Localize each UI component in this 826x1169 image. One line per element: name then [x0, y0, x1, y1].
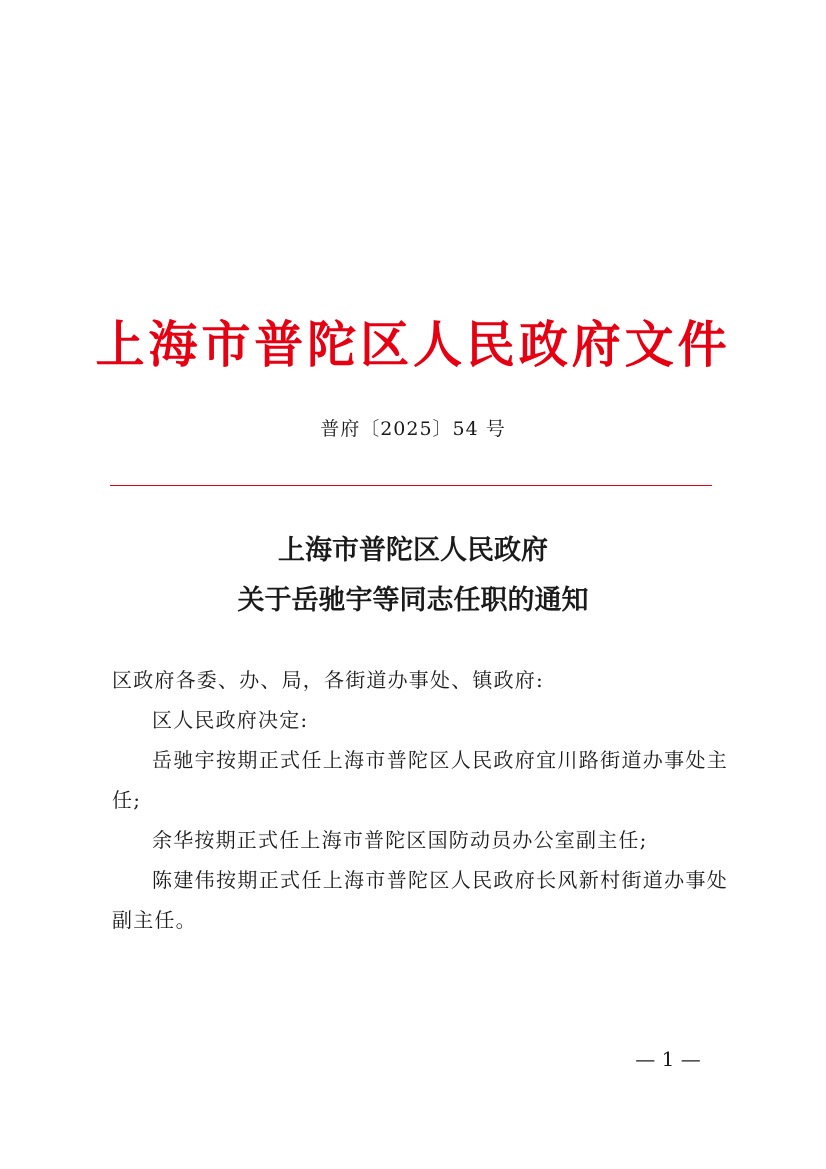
body-paragraph: 陈建伟按期正式任上海市普陀区人民政府长风新村街道办事处副主任。: [112, 868, 728, 932]
red-divider-line: [110, 485, 712, 486]
salutation: 区政府各委、办、局，各街道办事处、镇政府:: [112, 668, 544, 692]
page-number: — 1 —: [635, 1047, 701, 1071]
document-title-line-1: 上海市普陀区人民政府: [278, 535, 548, 566]
document-masthead: 上海市普陀区人民政府文件: [95, 315, 731, 374]
document-number: 普府〔2025〕54 号: [320, 418, 506, 440]
body-paragraph: 岳驰宇按期正式任上海市普陀区人民政府宜川路街道办事处主任;: [112, 748, 728, 812]
body-paragraph: 余华按期正式任上海市普陀区国防动员办公室副主任;: [152, 828, 648, 852]
document-title: [0, 526, 826, 626]
document-title-line-2: 关于岳驰宇等同志任职的通知: [237, 585, 589, 616]
body-paragraph: 区人民政府决定:: [152, 708, 309, 732]
document-body: [112, 660, 728, 940]
